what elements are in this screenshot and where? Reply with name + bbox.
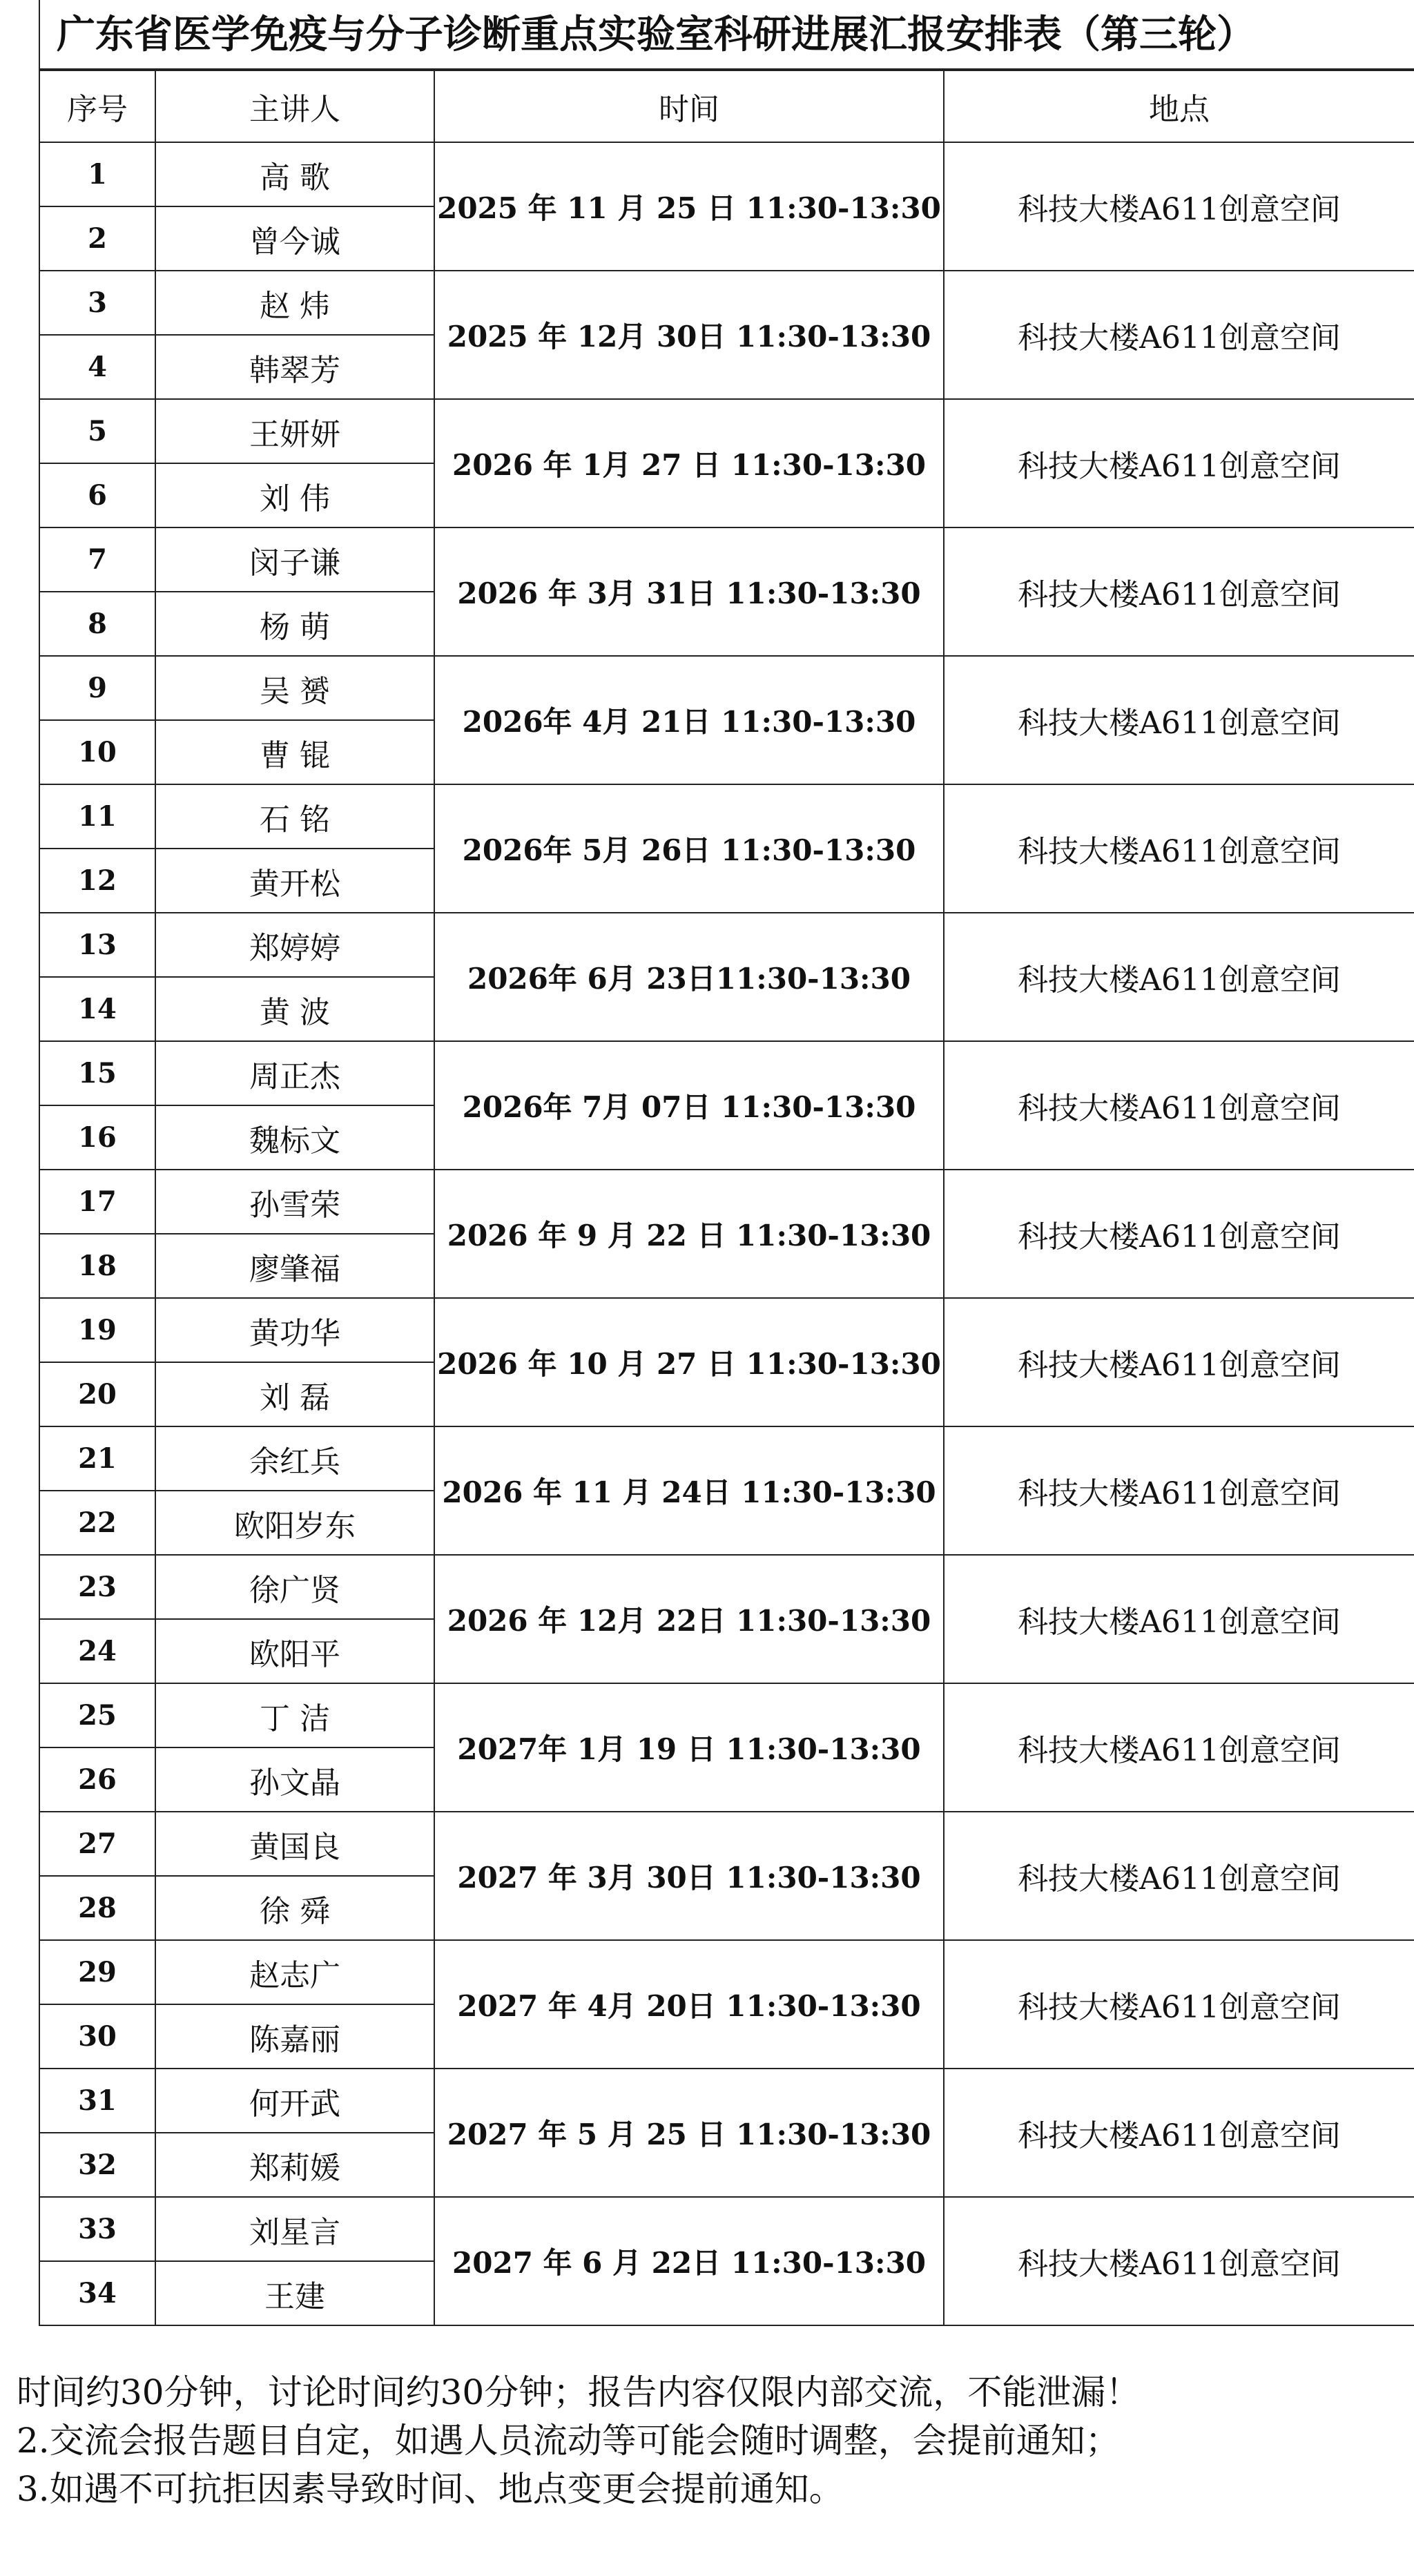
cell-time: 2026 年 12月 22日 11:30-13:30 bbox=[434, 1555, 944, 1683]
cell-time: 2026年 6月 23日11:30-13:30 bbox=[434, 913, 944, 1041]
column-header-speaker: 主讲人 bbox=[155, 70, 434, 142]
cell-number: 16 bbox=[39, 1105, 155, 1170]
cell-location: 科技大楼A611创意空间 bbox=[944, 784, 1414, 913]
cell-speaker: 周正杰 bbox=[155, 1041, 434, 1105]
cell-speaker: 韩翠芳 bbox=[155, 335, 434, 399]
table-row bbox=[39, 784, 1414, 849]
note-line: 3.如遇不可抗拒因素导致时间、地点变更会提前通知。 bbox=[17, 2469, 844, 2509]
cell-speaker: 吴 赟 bbox=[155, 656, 434, 720]
column-header-location: 地点 bbox=[944, 70, 1414, 142]
notes bbox=[17, 2368, 1397, 2513]
cell-number: 5 bbox=[39, 399, 155, 463]
cell-number: 6 bbox=[39, 463, 155, 527]
table-row bbox=[39, 913, 1414, 977]
cell-time: 2026 年 11 月 24日 11:30-13:30 bbox=[434, 1426, 944, 1555]
cell-speaker: 郑婷婷 bbox=[155, 913, 434, 977]
cell-number: 20 bbox=[39, 1362, 155, 1426]
cell-time: 2027 年 3月 30日 11:30-13:30 bbox=[434, 1812, 944, 1940]
cell-speaker: 刘 磊 bbox=[155, 1362, 434, 1426]
cell-number: 12 bbox=[39, 849, 155, 913]
schedule-table bbox=[39, 70, 1414, 2326]
cell-speaker: 黄功华 bbox=[155, 1298, 434, 1362]
cell-number: 33 bbox=[39, 2197, 155, 2261]
cell-time: 2026 年 1月 27 日 11:30-13:30 bbox=[434, 399, 944, 527]
page-title: 广东省医学免疫与分子诊断重点实验室科研进展汇报安排表（第三轮） bbox=[39, 0, 1414, 70]
cell-number: 30 bbox=[39, 2004, 155, 2069]
cell-number: 25 bbox=[39, 1683, 155, 1747]
cell-time: 2026 年 3月 31日 11:30-13:30 bbox=[434, 527, 944, 656]
cell-location: 科技大楼A611创意空间 bbox=[944, 2069, 1414, 2197]
cell-number: 11 bbox=[39, 784, 155, 849]
table-row bbox=[39, 271, 1414, 335]
cell-speaker: 欧阳岁东 bbox=[155, 1491, 434, 1555]
cell-time: 2025 年 11 月 25 日 11:30-13:30 bbox=[434, 142, 944, 271]
cell-speaker: 欧阳平 bbox=[155, 1619, 434, 1683]
cell-speaker: 何开武 bbox=[155, 2069, 434, 2133]
cell-number: 31 bbox=[39, 2069, 155, 2133]
cell-speaker: 闵子谦 bbox=[155, 527, 434, 592]
cell-speaker: 魏标文 bbox=[155, 1105, 434, 1170]
cell-number: 14 bbox=[39, 977, 155, 1041]
cell-number: 3 bbox=[39, 271, 155, 335]
cell-location: 科技大楼A611创意空间 bbox=[944, 1555, 1414, 1683]
cell-speaker: 黄 波 bbox=[155, 977, 434, 1041]
cell-speaker: 徐广贤 bbox=[155, 1555, 434, 1619]
cell-number: 19 bbox=[39, 1298, 155, 1362]
table-row bbox=[39, 1683, 1414, 1747]
cell-location: 科技大楼A611创意空间 bbox=[944, 1940, 1414, 2069]
cell-number: 17 bbox=[39, 1170, 155, 1234]
cell-location: 科技大楼A611创意空间 bbox=[944, 1298, 1414, 1426]
cell-location: 科技大楼A611创意空间 bbox=[944, 1683, 1414, 1812]
cell-number: 10 bbox=[39, 720, 155, 784]
cell-speaker: 曹 锟 bbox=[155, 720, 434, 784]
cell-number: 21 bbox=[39, 1426, 155, 1491]
table-row bbox=[39, 1812, 1414, 1876]
cell-number: 24 bbox=[39, 1619, 155, 1683]
cell-time: 2026年 4月 21日 11:30-13:30 bbox=[434, 656, 944, 784]
cell-time: 2026 年 10 月 27 日 11:30-13:30 bbox=[434, 1298, 944, 1426]
cell-location: 科技大楼A611创意空间 bbox=[944, 527, 1414, 656]
cell-location: 科技大楼A611创意空间 bbox=[944, 399, 1414, 527]
table-row bbox=[39, 399, 1414, 463]
cell-number: 1 bbox=[39, 142, 155, 206]
table-header-row bbox=[39, 70, 1414, 142]
cell-speaker: 高 歌 bbox=[155, 142, 434, 206]
table-row bbox=[39, 1298, 1414, 1362]
cell-time: 2027年 1月 19 日 11:30-13:30 bbox=[434, 1683, 944, 1812]
cell-location: 科技大楼A611创意空间 bbox=[944, 1426, 1414, 1555]
cell-number: 2 bbox=[39, 206, 155, 271]
cell-number: 8 bbox=[39, 592, 155, 656]
cell-speaker: 孙文晶 bbox=[155, 1747, 434, 1812]
cell-location: 科技大楼A611创意空间 bbox=[944, 2197, 1414, 2325]
cell-number: 7 bbox=[39, 527, 155, 592]
table-row bbox=[39, 656, 1414, 720]
cell-location: 科技大楼A611创意空间 bbox=[944, 271, 1414, 399]
cell-number: 9 bbox=[39, 656, 155, 720]
cell-number: 23 bbox=[39, 1555, 155, 1619]
cell-speaker: 郑莉媛 bbox=[155, 2133, 434, 2197]
note-line: 时间约30分钟，讨论时间约30分钟；报告内容仅限内部交流，不能泄漏！ bbox=[17, 2372, 1141, 2412]
cell-speaker: 刘 伟 bbox=[155, 463, 434, 527]
cell-speaker: 黄开松 bbox=[155, 849, 434, 913]
cell-number: 29 bbox=[39, 1940, 155, 2004]
column-header-time: 时间 bbox=[434, 70, 944, 142]
table-row bbox=[39, 1041, 1414, 1105]
cell-time: 2026年 7月 07日 11:30-13:30 bbox=[434, 1041, 944, 1170]
cell-speaker: 王建 bbox=[155, 2261, 434, 2325]
table-row bbox=[39, 2197, 1414, 2261]
table-row bbox=[39, 1426, 1414, 1491]
table-row bbox=[39, 1940, 1414, 2004]
cell-number: 22 bbox=[39, 1491, 155, 1555]
cell-number: 13 bbox=[39, 913, 155, 977]
table-row bbox=[39, 2069, 1414, 2133]
cell-speaker: 王妍妍 bbox=[155, 399, 434, 463]
cell-time: 2027 年 4月 20日 11:30-13:30 bbox=[434, 1940, 944, 2069]
cell-speaker: 赵 炜 bbox=[155, 271, 434, 335]
cell-speaker: 陈嘉丽 bbox=[155, 2004, 434, 2069]
cell-location: 科技大楼A611创意空间 bbox=[944, 142, 1414, 271]
cell-time: 2027 年 6 月 22日 11:30-13:30 bbox=[434, 2197, 944, 2325]
cell-location: 科技大楼A611创意空间 bbox=[944, 656, 1414, 784]
cell-speaker: 孙雪荣 bbox=[155, 1170, 434, 1234]
cell-speaker: 曾今诚 bbox=[155, 206, 434, 271]
cell-speaker: 徐 舜 bbox=[155, 1876, 434, 1940]
cell-number: 15 bbox=[39, 1041, 155, 1105]
cell-number: 32 bbox=[39, 2133, 155, 2197]
cell-time: 2025 年 12月 30日 11:30-13:30 bbox=[434, 271, 944, 399]
cell-number: 27 bbox=[39, 1812, 155, 1876]
cell-speaker: 石 铭 bbox=[155, 784, 434, 849]
cell-time: 2026 年 9 月 22 日 11:30-13:30 bbox=[434, 1170, 944, 1298]
cell-speaker: 廖肇福 bbox=[155, 1234, 434, 1298]
cell-number: 26 bbox=[39, 1747, 155, 1812]
cell-location: 科技大楼A611创意空间 bbox=[944, 1041, 1414, 1170]
cell-speaker: 丁 洁 bbox=[155, 1683, 434, 1747]
table-row bbox=[39, 527, 1414, 592]
cell-speaker: 刘星言 bbox=[155, 2197, 434, 2261]
cell-location: 科技大楼A611创意空间 bbox=[944, 1170, 1414, 1298]
cell-time: 2026年 5月 26日 11:30-13:30 bbox=[434, 784, 944, 913]
schedule-body bbox=[39, 142, 1414, 2325]
table-row bbox=[39, 1170, 1414, 1234]
cell-number: 28 bbox=[39, 1876, 155, 1940]
cell-speaker: 赵志广 bbox=[155, 1940, 434, 2004]
cell-location: 科技大楼A611创意空间 bbox=[944, 913, 1414, 1041]
table-row bbox=[39, 1555, 1414, 1619]
cell-number: 18 bbox=[39, 1234, 155, 1298]
table-row bbox=[39, 142, 1414, 206]
cell-number: 34 bbox=[39, 2261, 155, 2325]
cell-location: 科技大楼A611创意空间 bbox=[944, 1812, 1414, 1940]
cell-number: 4 bbox=[39, 335, 155, 399]
cell-speaker: 黄国良 bbox=[155, 1812, 434, 1876]
note-line: 2.交流会报告题目自定，如遇人员流动等可能会随时调整，会提前通知； bbox=[17, 2421, 1120, 2461]
column-header-no: 序号 bbox=[39, 70, 155, 142]
cell-speaker: 杨 萌 bbox=[155, 592, 434, 656]
cell-speaker: 余红兵 bbox=[155, 1426, 434, 1491]
cell-time: 2027 年 5 月 25 日 11:30-13:30 bbox=[434, 2069, 944, 2197]
